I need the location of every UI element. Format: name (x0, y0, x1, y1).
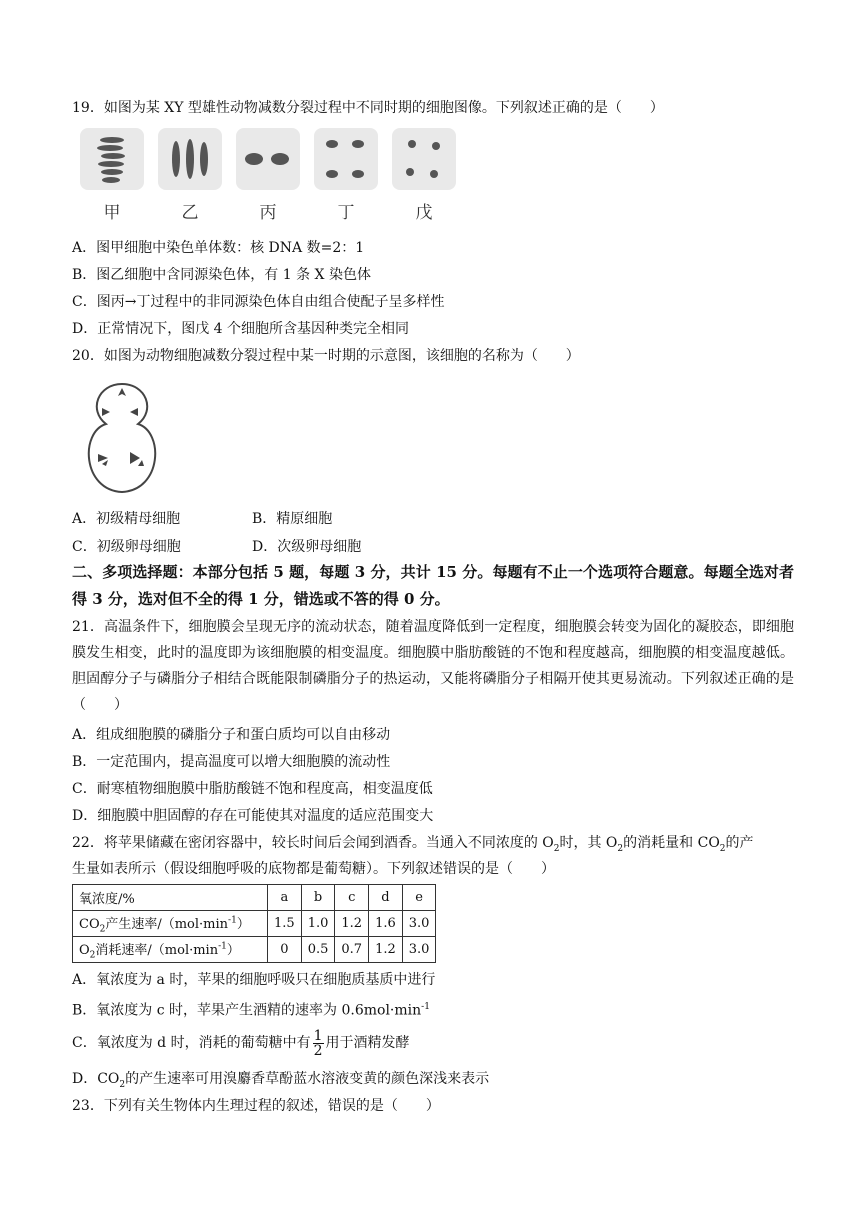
q21-option-a: A．组成细胞膜的磷脂分子和蛋白质均可以自由移动 (72, 727, 391, 743)
table-row (73, 911, 436, 937)
q22-stem-line1 (72, 833, 754, 859)
q22-option-c: C．氧浓度为 d 时，消耗的葡萄糖中有 $\frac{1}{2}$ 用于酒精发酵 (72, 1027, 410, 1059)
q22-stem-part-b: 时，其 O (559, 835, 618, 851)
cell-image-yi (158, 128, 222, 190)
figure-label-wu: 戊 (415, 203, 433, 223)
table-cell: 1.2 (369, 937, 403, 963)
subscript-2: 2 (617, 843, 624, 854)
figure-label-ding: 丁 (337, 203, 355, 223)
q20-option-d: D．次级卵母细胞 (252, 539, 362, 555)
subscript-2: 2 (553, 843, 560, 854)
q19-stem: 19．如图为某 XY 型雄性动物减数分裂过程中不同时期的细胞图像。下列叙述正确的是（ ） (72, 100, 664, 116)
q21-stem: 21．高温条件下，细胞膜会呈现无序的流动状态，随着温度降低到一定程度，细胞膜会转变为固化的凝胶态，即细胞膜发生相变，此时的温度即为该细胞膜的相变温度。细胞膜中脂肪酸链的不饱和程度越高，细胞膜的相变温度越低。胆固醇分子与磷脂分子相结合既能限制磷脂分子的热运动，又能将磷脂分子相隔开使其更易流动。下列叙述正确的是（ ） (72, 619, 794, 713)
row-label-o2: $O_2$消耗速率$/(mol\cdot\min^{-1})$ (73, 937, 268, 963)
q22-stem-part-a: 22．将苹果储藏在密闭容器中，较长时间后会闻到酒香。当通入不同浓度的 O (72, 835, 554, 851)
row-label-co2: $CO_2$产生速率$/(mol\cdot\min^{-1})$ (73, 911, 268, 937)
q22-stem-line2: 生量如表所示（假设细胞呼吸的底物都是葡萄糖）。下列叙述错误的是（ ） (72, 861, 555, 877)
table-cell: 1.5 (268, 911, 302, 937)
table-cell: 3.0 (402, 911, 436, 937)
section2-heading: 二、多项选择题：本部分包括 5 题，每题 3 分，共计 15 分。每题有不止一个选项符合题意。每题全选对者得 3 分，选对但不全的得 1 分，错选或不答的得 0 分。 (72, 563, 794, 608)
cell-image-bing (236, 128, 300, 190)
table-header-cell: c (335, 885, 369, 911)
q20-option-c: C．初级卵母细胞 (72, 539, 181, 555)
q23-stem: 23．下列有关生物体内生理过程的叙述，错误的是（ ） (72, 1098, 440, 1114)
table-header-cell: d (369, 885, 403, 911)
q22-stem-part-d: 的产 (725, 835, 754, 851)
table-cell: 1.2 (335, 911, 369, 937)
q21-option-d: D．细胞膜中胆固醇的存在可能使其对温度的适应范围变大 (72, 808, 434, 824)
q19-option-b: B．图乙细胞中含同源染色体，有 1 条 X 染色体 (72, 267, 371, 283)
table-header-cell: b (301, 885, 335, 911)
cell-image-ding (314, 128, 378, 190)
q20-option-a: A．初级精母细胞 (72, 511, 181, 527)
subscript-2: 2 (719, 843, 726, 854)
table-cell: 3.0 (402, 937, 436, 963)
table-cell: 0.5 (301, 937, 335, 963)
fraction-one-half: $\frac{1}{2}$ (313, 1027, 323, 1059)
figure-label-yi: 乙 (181, 203, 199, 223)
q19-option-a: A．图甲细胞中染色单体数：核 DNA 数=2：1 (72, 240, 365, 256)
table-cell: 0.7 (335, 937, 369, 963)
q22-option-d: D．$CO_2$的产生速率可用溴麝香草酚蓝水溶液变黄的颜色深浅来表示 (72, 1071, 490, 1090)
q21-option-c: C．耐寒植物细胞膜中脂肪酸链不饱和程度高，相变温度低 (72, 781, 433, 797)
q19-option-c: C．图丙→丁过程中的非同源染色体自由组合使配子呈多样性 (72, 294, 445, 310)
table-header-row (73, 885, 436, 911)
table-cell: 0 (268, 937, 302, 963)
table-row (73, 937, 436, 963)
figure-label-jia: 甲 (103, 203, 121, 223)
q20-cell-diagram (72, 380, 172, 498)
table-header-cell: a (268, 885, 302, 911)
q19-figure (80, 128, 450, 224)
table-cell: 1.0 (301, 911, 335, 937)
cell-image-wu (392, 128, 456, 190)
cell-image-jia (80, 128, 144, 190)
table-header-cell: e (402, 885, 436, 911)
q19-option-d: D．正常情况下，图戊 4 个细胞所含基因种类完全相同 (72, 321, 410, 337)
q22-data-table (72, 884, 436, 963)
table-cell: 1.6 (369, 911, 403, 937)
table-header-cell: 氧浓度/% (73, 885, 268, 911)
q20-stem: 20．如图为动物细胞减数分裂过程中某一时期的示意图，该细胞的名称为（ ） (72, 348, 580, 364)
q21-option-b: B．一定范围内，提高温度可以增大细胞膜的流动性 (72, 754, 391, 770)
q22-stem-part-c: 的消耗量和 CO (623, 835, 720, 851)
q22-option-a: A．氧浓度为 a 时，苹果的细胞呼吸只在细胞质基质中进行 (72, 972, 436, 988)
figure-label-bing: 丙 (259, 203, 277, 223)
q22-option-b: B．氧浓度为 c 时，苹果产生酒精的速率为 $0.6mol\cdot\min^{-1}$ (72, 1002, 430, 1019)
q20-option-b: B．精原细胞 (252, 511, 333, 527)
